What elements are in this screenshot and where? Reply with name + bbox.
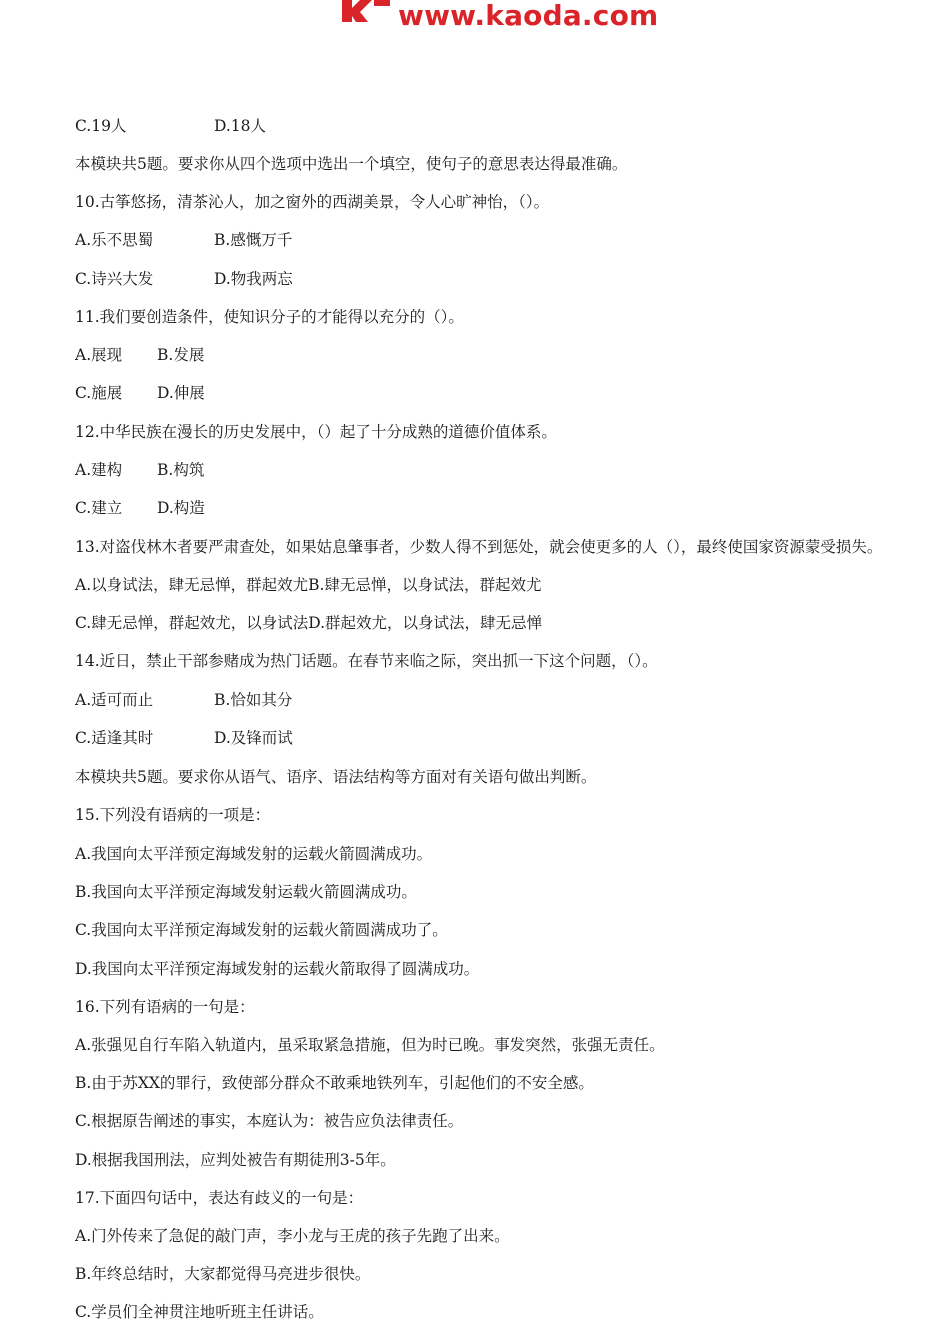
text-line: B.年终总结时，大家都觉得马亮进步很快。 (75, 1265, 371, 1283)
text-line: C.根据原告阐述的事实，本庭认为：被告应负法律责任。 (75, 1112, 464, 1130)
text-line: 12.中华民族在漫长的历史发展中，（）起了十分成熟的道德价值体系。 (75, 423, 557, 441)
text-line: 16.下列有语病的一句是： (75, 998, 255, 1016)
text-line: 15.下列没有语病的一项是： (75, 806, 271, 824)
option-a: A.乐不思蜀 (75, 231, 154, 249)
text-line: D.根据我国刑法，应判处被告有期徒刑3-5年。 (75, 1151, 396, 1169)
option-a: C.建立 (75, 499, 123, 517)
option-row (75, 116, 475, 136)
option-b: B.构筑 (157, 461, 205, 479)
site-header-logo[interactable] (340, 0, 658, 34)
option-row (75, 345, 475, 365)
text-line: 14.近日，禁止干部参赌成为热门话题。在春节来临之际，突出抓一下这个问题，（）。 (75, 652, 658, 670)
kaoda-logo-icon (340, 0, 392, 26)
option-row (75, 498, 475, 518)
text-line: 13.对盗伐林木者要严肃查处，如果姑息肇事者，少数人得不到惩处，就会使更多的人（），最终使国家资源蒙受损失。 (75, 538, 883, 556)
text-line: 11.我们要创造条件，使知识分子的才能得以充分的（）。 (75, 308, 464, 326)
text-line: A.以身试法，肆无忌惮，群起效尤B.肆无忌惮，以身试法，群起效尤 (75, 576, 542, 594)
option-b: D.物我两忘 (214, 270, 293, 288)
site-url[interactable]: www.kaoda.com (398, 0, 659, 32)
text-line: A.门外传来了急促的敲门声，李小龙与王虎的孩子先跑了出来。 (75, 1227, 510, 1245)
option-b: B.发展 (157, 346, 205, 364)
text-line: C.肆无忌惮，群起效尤，以身试法D.群起效尤，以身试法，肆无忌惮 (75, 614, 543, 632)
option-row (75, 460, 475, 480)
option-row (75, 690, 475, 710)
text-line: C.我国向太平洋预定海域发射的运载火箭圆满成功了。 (75, 921, 448, 939)
option-row (75, 728, 475, 748)
option-a: A.建构 (75, 461, 123, 479)
text-line: B.我国向太平洋预定海域发射运载火箭圆满成功。 (75, 883, 417, 901)
text-line: 10.古筝悠扬，清茶沁人，加之窗外的西湖美景，令人心旷神怡，（）。 (75, 193, 550, 211)
option-b: B.恰如其分 (214, 691, 293, 709)
option-a: C.适逢其时 (75, 729, 154, 747)
option-a: C.19人 (75, 117, 127, 135)
option-row (75, 230, 475, 250)
option-b: D.构造 (157, 499, 205, 517)
option-b: D.伸展 (157, 384, 205, 402)
text-line: A.我国向太平洋预定海域发射的运载火箭圆满成功。 (75, 845, 433, 863)
option-a: A.展现 (75, 346, 123, 364)
option-a: A.适可而止 (75, 691, 154, 709)
option-a: C.施展 (75, 384, 123, 402)
text-line: 本模块共5题。要求你从语气、语序、语法结构等方面对有关语句做出判断。 (75, 768, 597, 786)
option-b: D.及锋而试 (214, 729, 293, 747)
text-line: B.由于苏XX的罪行，致使部分群众不敢乘地铁列车，引起他们的不安全感。 (75, 1074, 594, 1092)
option-a: C.诗兴大发 (75, 270, 154, 288)
text-line: D.我国向太平洋预定海域发射的运载火箭取得了圆满成功。 (75, 960, 480, 978)
option-row (75, 383, 475, 403)
text-line: 17.下面四句话中，表达有歧义的一句是： (75, 1189, 364, 1207)
option-row (75, 269, 475, 289)
text-line: A.张强见自行车陷入轨道内，虽采取紧急措施，但为时已晚。事发突然，张强无责任。 (75, 1036, 665, 1054)
text-line: C.学员们全神贯注地听班主任讲话。 (75, 1303, 324, 1321)
option-b: B.感慨万千 (214, 231, 293, 249)
text-line: 本模块共5题。要求你从四个选项中选出一个填空，使句子的意思表达得最准确。 (75, 155, 628, 173)
option-b: D.18人 (214, 117, 267, 135)
